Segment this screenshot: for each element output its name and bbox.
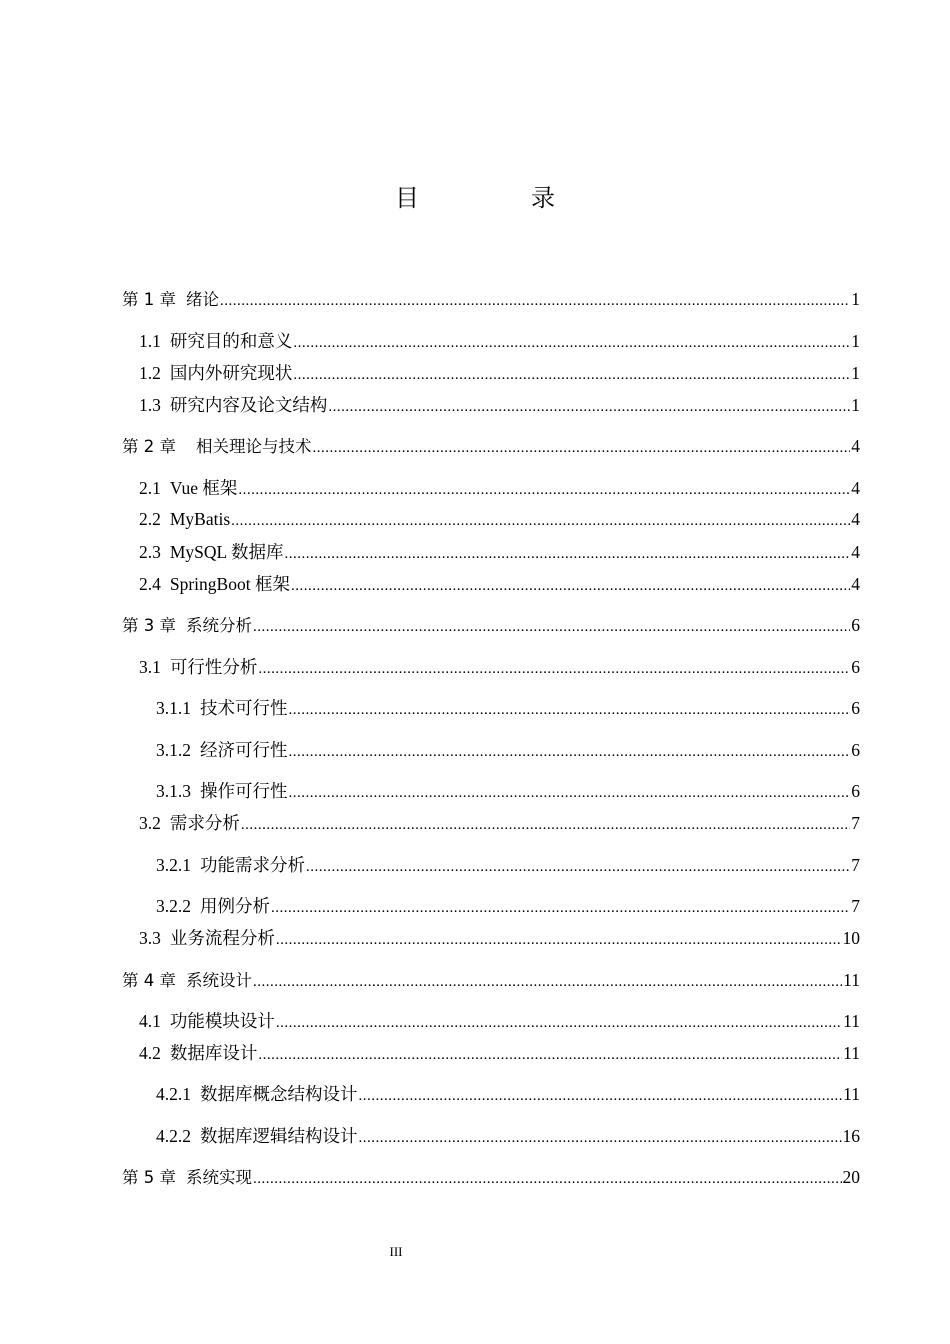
toc-entry-4-2-1[interactable] <box>156 1083 860 1105</box>
toc-entry-number: 4.2.1 <box>156 1084 191 1104</box>
toc-entry-3-1-2[interactable] <box>156 739 860 761</box>
toc-leader-dots <box>253 616 850 638</box>
toc-entry-number: 第 1 章 <box>122 290 176 309</box>
toc-entry-number: 3.3 <box>139 928 161 948</box>
toc-entry-label: 研究内容及论文结构 <box>169 395 328 415</box>
toc-entry-label: 用例分析 <box>200 896 270 916</box>
toc-entry-3-2-1[interactable] <box>156 854 860 876</box>
toc-entry-label: 系统实现 <box>186 1168 252 1187</box>
toc-entry-label: 国内外研究现状 <box>169 363 293 383</box>
toc-entry-page: 4 <box>851 509 860 529</box>
toc-leader-dots <box>253 971 842 993</box>
toc-entry-chapter-1[interactable] <box>122 288 860 310</box>
toc-entry-page: 11 <box>843 970 860 990</box>
toc-entry-number: 2.2 <box>139 509 161 529</box>
toc-entry-chapter-2[interactable] <box>122 435 860 457</box>
toc-leader-dots <box>293 364 850 386</box>
toc-entry-page: 6 <box>851 698 860 718</box>
toc-entry-page: 11 <box>843 1043 860 1063</box>
toc-entry-label: MyBatis <box>169 509 231 529</box>
toc-entry-page: 6 <box>851 781 860 801</box>
toc-leader-dots <box>306 856 850 878</box>
page-number-footer: III <box>389 1244 403 1259</box>
toc-leader-dots <box>220 290 850 312</box>
toc-entry-number: 4.2.2 <box>156 1126 191 1146</box>
toc-entry-number: 第 5 章 <box>122 1168 176 1187</box>
toc-entry-label: 功能模块设计 <box>169 1011 275 1031</box>
toc-entry-number: 2.1 <box>139 478 161 498</box>
toc-entry-1-3[interactable] <box>139 394 860 416</box>
toc-entry-number: 1.2 <box>139 363 161 383</box>
toc-entry-number: 3.1 <box>139 657 161 677</box>
toc-entry-label: 数据库设计 <box>169 1043 258 1063</box>
toc-entry-number: 4.1 <box>139 1011 161 1031</box>
toc-entry-label: 技术可行性 <box>200 698 288 718</box>
toc-entry-page: 11 <box>843 1011 860 1031</box>
toc-entry-label: 系统设计 <box>186 971 252 990</box>
toc-leader-dots <box>291 575 850 597</box>
toc-entry-label: SpringBoot 框架 <box>169 574 290 594</box>
toc-entry-page: 4 <box>851 574 860 594</box>
toc-title: 目 录 <box>395 184 599 212</box>
toc-entry-4-2-2[interactable] <box>156 1125 860 1147</box>
toc-entry-number: 2.4 <box>139 574 161 594</box>
toc-entry-3-1-1[interactable] <box>156 697 860 719</box>
toc-entry-number: 2.3 <box>139 542 161 562</box>
toc-entry-number: 4.2 <box>139 1043 161 1063</box>
toc-entry-page: 1 <box>851 331 860 351</box>
toc-entry-label: MySQL 数据库 <box>169 542 284 562</box>
toc-entry-page: 7 <box>851 813 860 833</box>
toc-leader-dots <box>258 658 850 680</box>
toc-entry-3-1-3[interactable] <box>156 780 860 802</box>
toc-entry-number: 3.2.1 <box>156 855 191 875</box>
toc-leader-dots <box>313 437 851 459</box>
toc-entry-label: 业务流程分析 <box>169 928 275 948</box>
toc-entry-4-1[interactable] <box>139 1010 860 1032</box>
toc-entry-page: 4 <box>851 478 860 498</box>
toc-entry-page: 16 <box>842 1126 860 1146</box>
toc-entry-number: 1.1 <box>139 331 161 351</box>
toc-leader-dots <box>328 396 850 418</box>
toc-entry-label: 数据库概念结构设计 <box>200 1084 358 1104</box>
toc-leader-dots <box>276 929 842 951</box>
toc-entry-page: 6 <box>851 740 860 760</box>
toc-entry-label: 研究目的和意义 <box>169 331 293 351</box>
toc-entry-number: 第 4 章 <box>122 971 176 990</box>
toc-leader-dots <box>284 543 850 565</box>
toc-entry-label: Vue 框架 <box>169 478 238 498</box>
toc-leader-dots <box>293 332 850 354</box>
toc-leader-dots <box>289 741 851 763</box>
toc-entry-page: 1 <box>851 395 860 415</box>
toc-entry-label: 需求分析 <box>169 813 240 833</box>
toc-entry-page: 10 <box>842 928 860 948</box>
toc-entry-1-1[interactable] <box>139 330 860 352</box>
toc-leader-dots <box>276 1012 842 1034</box>
toc-entry-label: 经济可行性 <box>200 740 288 760</box>
toc-entry-2-4[interactable] <box>139 573 860 595</box>
toc-entry-number: 3.1.1 <box>156 698 191 718</box>
toc-entry-page: 11 <box>843 1084 860 1104</box>
toc-leader-dots <box>289 699 851 721</box>
toc-entry-3-2-2[interactable] <box>156 895 860 917</box>
toc-entry-number: 3.1.2 <box>156 740 191 760</box>
toc-entry-label: 操作可行性 <box>200 781 288 801</box>
toc-leader-dots <box>253 1168 842 1190</box>
toc-entry-2-1[interactable] <box>139 477 860 499</box>
toc-entry-page: 7 <box>851 855 860 875</box>
toc-leader-dots <box>359 1085 843 1107</box>
toc-leader-dots <box>231 510 850 532</box>
toc-entry-label: 相关理论与技术 <box>196 437 312 456</box>
toc-entry-page: 4 <box>851 436 860 456</box>
toc-entry-page: 6 <box>851 657 860 677</box>
toc-entry-4-2[interactable] <box>139 1042 860 1064</box>
toc-entry-2-2[interactable] <box>139 508 860 530</box>
toc-entry-label: 绪论 <box>186 290 219 309</box>
toc-entry-chapter-5[interactable] <box>122 1166 860 1188</box>
toc-entry-number: 3.1.3 <box>156 781 191 801</box>
toc-entry-label: 数据库逻辑结构设计 <box>200 1126 358 1146</box>
toc-entry-number: 3.2 <box>139 813 161 833</box>
toc-entry-page: 4 <box>851 542 860 562</box>
toc-leader-dots <box>241 814 850 836</box>
toc-entry-label: 可行性分析 <box>169 657 258 677</box>
toc-entry-1-2[interactable] <box>139 362 860 384</box>
toc-leader-dots <box>271 897 850 919</box>
toc-entry-3-2[interactable] <box>139 812 860 834</box>
toc-entry-2-3[interactable] <box>139 541 860 563</box>
toc-leader-dots <box>238 479 850 501</box>
toc-entry-page: 1 <box>851 363 860 383</box>
toc-entry-number: 1.3 <box>139 395 161 415</box>
toc-entry-page: 1 <box>851 289 860 309</box>
toc-entry-page: 7 <box>851 896 860 916</box>
toc-entry-label: 系统分析 <box>186 616 252 635</box>
toc-entry-page: 20 <box>842 1167 860 1187</box>
toc-entry-page: 6 <box>851 615 860 635</box>
toc-entry-3-1[interactable] <box>139 656 860 678</box>
toc-leader-dots <box>359 1127 842 1149</box>
toc-entry-chapter-4[interactable] <box>122 969 860 991</box>
toc-leader-dots <box>289 782 851 804</box>
toc-entry-number: 第 3 章 <box>122 616 176 635</box>
toc-entry-number: 第 2 章 <box>122 437 176 456</box>
toc-entry-number: 3.2.2 <box>156 896 191 916</box>
toc-entry-chapter-3[interactable] <box>122 614 860 636</box>
toc-entry-label: 功能需求分析 <box>200 855 305 875</box>
toc-leader-dots <box>258 1044 842 1066</box>
toc-entry-3-3[interactable] <box>139 927 860 949</box>
